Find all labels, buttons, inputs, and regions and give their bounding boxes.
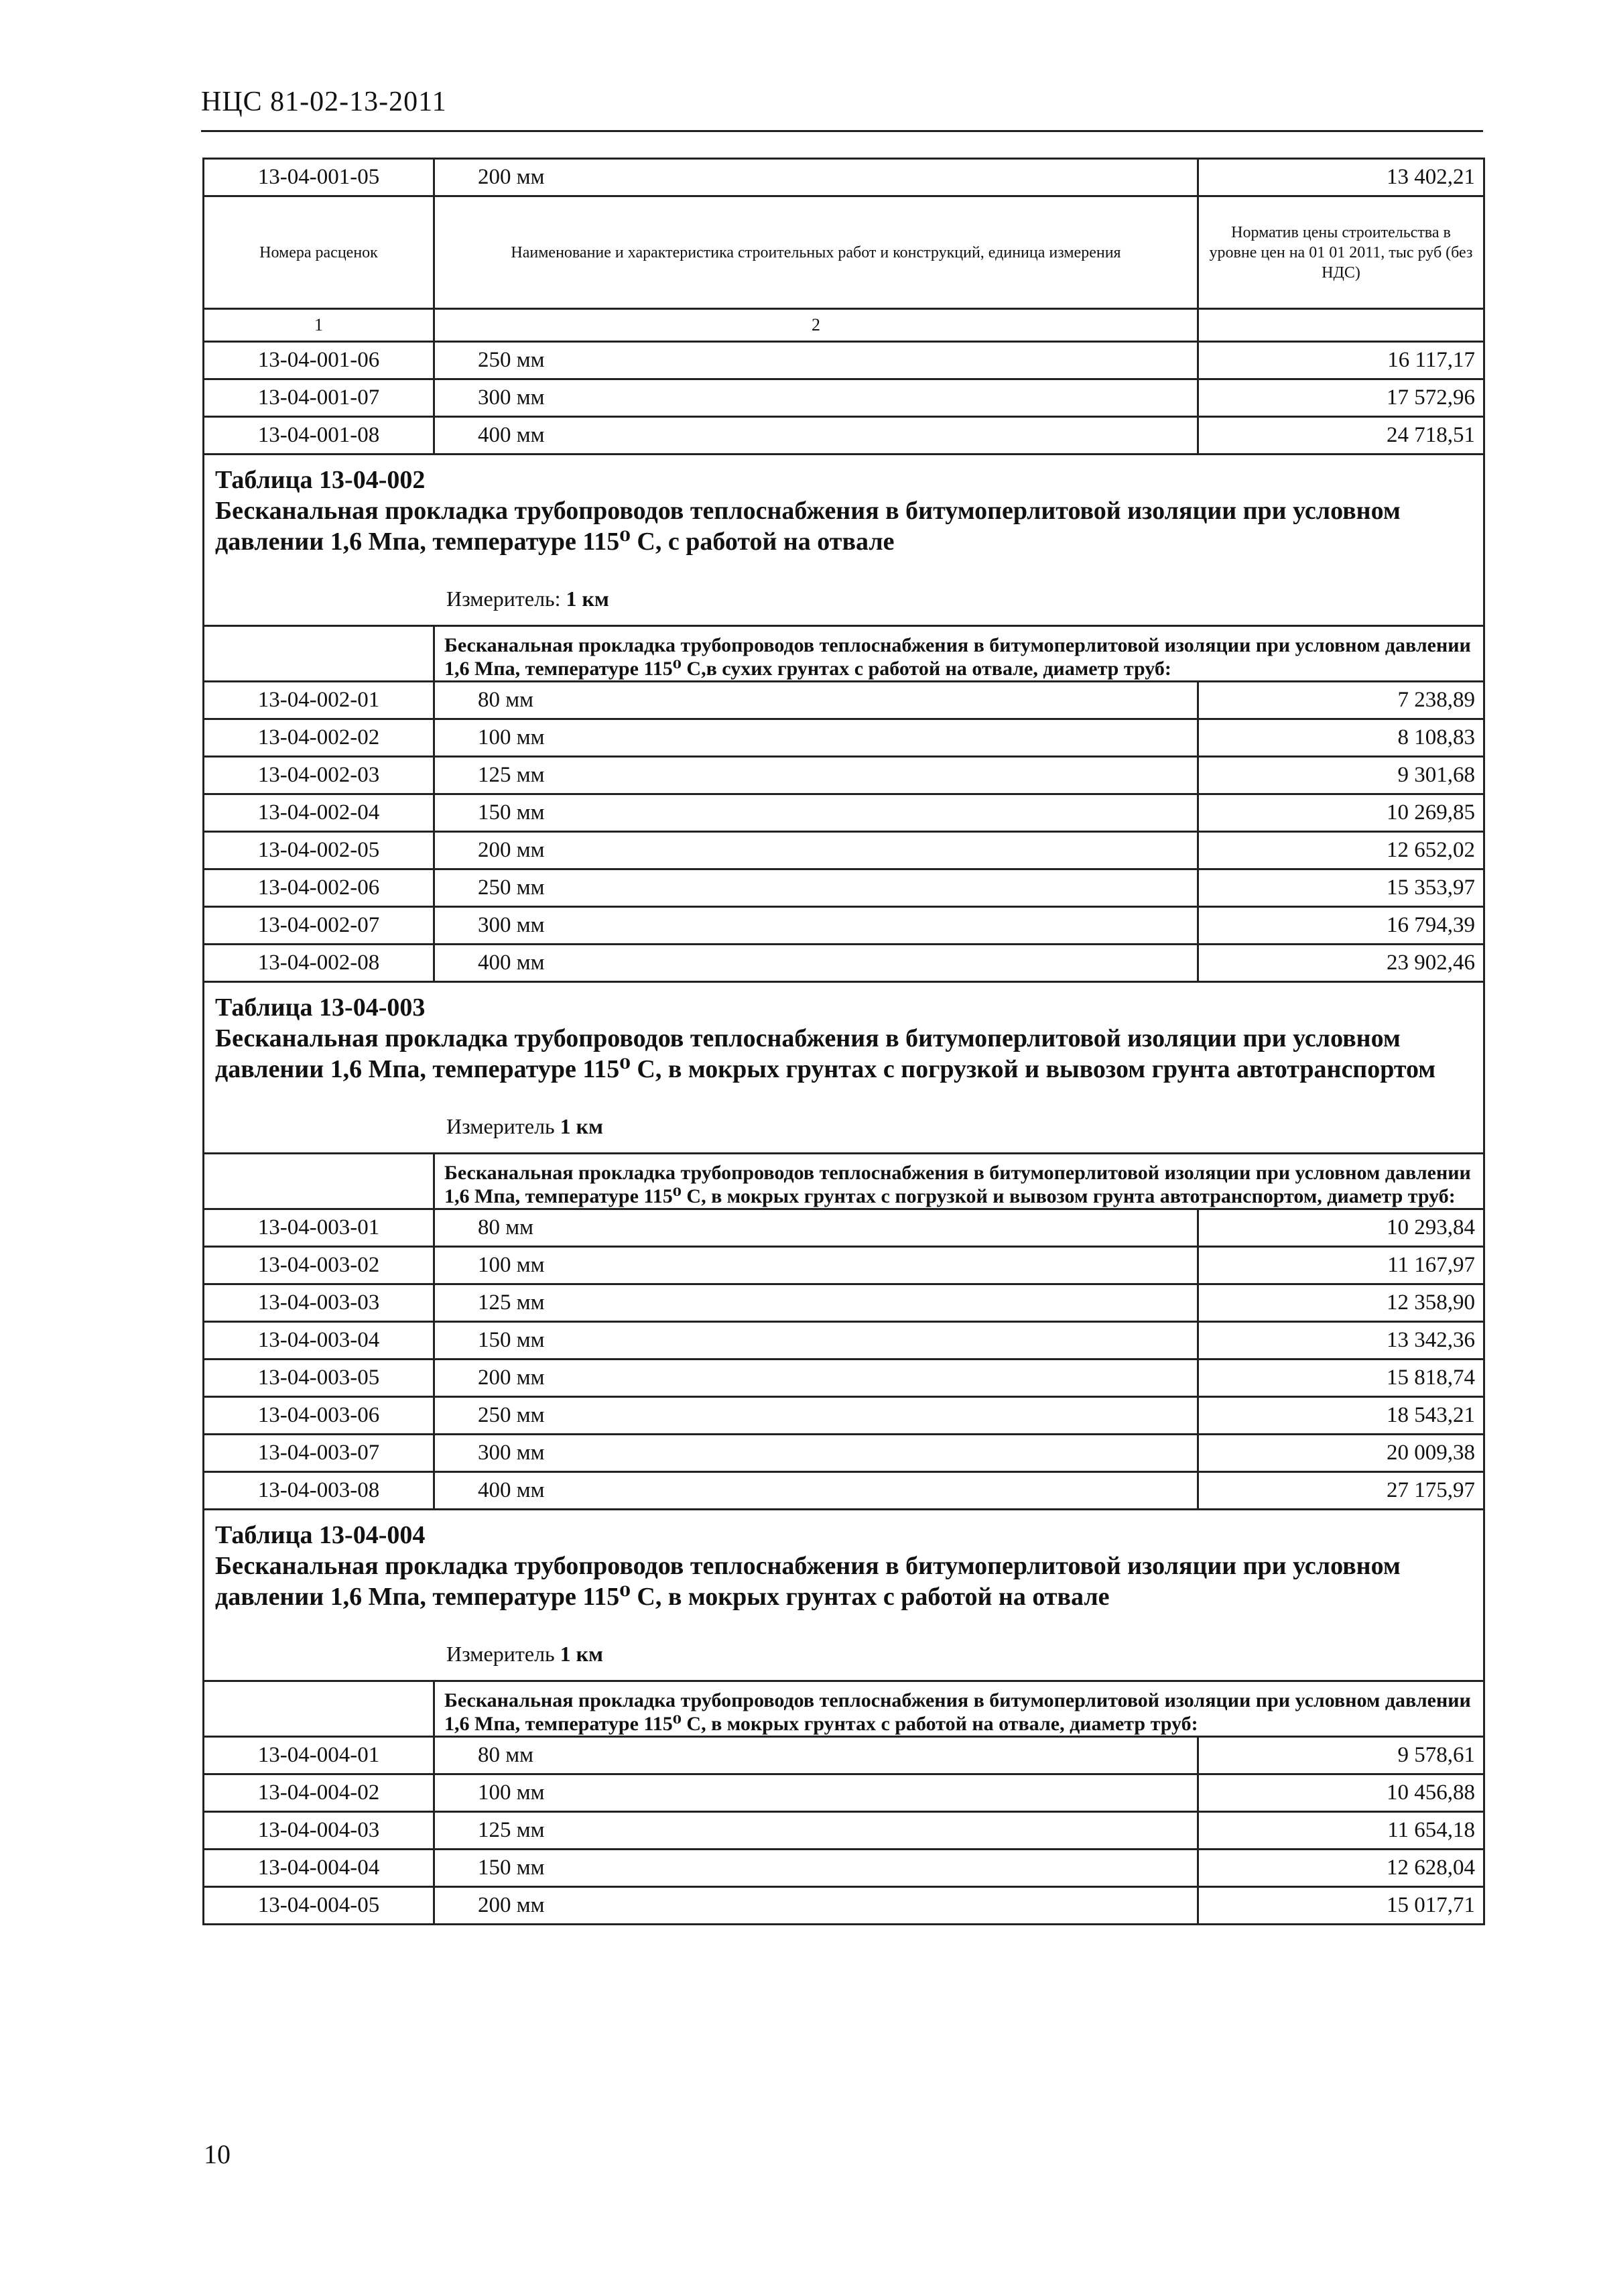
rate-description: 80 мм <box>434 682 1198 719</box>
table-row <box>204 1472 1484 1510</box>
table-row <box>204 1247 1484 1284</box>
unit-label: Измеритель <box>446 1114 555 1138</box>
rate-price: 13 402,21 <box>1198 159 1484 196</box>
table-subheading: Бесканальная прокладка трубопроводов теплоснабжения в битумоперлитовой изоляции при условном давлении 1,6 Мпа, температуре 115⁰ С,в сухих грунтах с работой на отвале, диаметр труб: <box>434 626 1484 682</box>
unit-line <box>446 1642 1471 1667</box>
table-row <box>204 832 1484 869</box>
column-header-price: Норматив цены строительства в уровне цен на 01 01 2011, тыс руб (без НДС) <box>1198 196 1484 309</box>
rate-description: 80 мм <box>434 1209 1198 1247</box>
table-row <box>204 757 1484 794</box>
page-number: 10 <box>204 2139 231 2169</box>
table-row <box>204 1209 1484 1247</box>
table-row <box>204 159 1484 196</box>
rate-description: 100 мм <box>434 1247 1198 1284</box>
rate-description: 400 мм <box>434 1472 1198 1510</box>
rate-code: 13-04-004-03 <box>204 1812 434 1850</box>
rate-price: 18 543,21 <box>1198 1397 1484 1435</box>
rate-code: 13-04-002-05 <box>204 832 434 869</box>
rate-code: 13-04-003-01 <box>204 1209 434 1247</box>
rate-description: 300 мм <box>434 1435 1198 1472</box>
table-row <box>204 1850 1484 1887</box>
rate-code: 13-04-002-03 <box>204 757 434 794</box>
rate-price: 16 117,17 <box>1198 342 1484 379</box>
table-title: Бесканальная прокладка трубопроводов теплоснабжения в битумоперлитовой изоляции при условном давлении 1,6 Мпа, температуре 115⁰ С, в мокрых грунтах с работой на отвале <box>215 1552 1401 1611</box>
column-number-3 <box>1198 309 1484 342</box>
table-title: Бесканальная прокладка трубопроводов теплоснабжения в битумоперлитовой изоляции при условном давлении 1,6 Мпа, температуре 115⁰ С, в мокрых грунтах с погрузкой и вывозом грунта автотранспортом <box>215 1024 1436 1083</box>
table-label: Таблица 13-04-004 <box>215 1521 426 1549</box>
rate-description: 80 мм <box>434 1737 1198 1774</box>
table-row <box>204 682 1484 719</box>
rate-price: 16 794,39 <box>1198 907 1484 945</box>
rate-description: 200 мм <box>434 159 1198 196</box>
rate-code: 13-04-004-04 <box>204 1850 434 1887</box>
table-row <box>204 379 1484 417</box>
rate-code: 13-04-004-02 <box>204 1774 434 1812</box>
rate-description: 125 мм <box>434 1284 1198 1322</box>
rate-code: 13-04-003-08 <box>204 1472 434 1510</box>
table-row <box>204 1435 1484 1472</box>
rate-description: 100 мм <box>434 1774 1198 1812</box>
rate-description: 200 мм <box>434 1360 1198 1397</box>
table-section-header <box>204 982 1484 1154</box>
table-row <box>204 342 1484 379</box>
rate-price: 11 167,97 <box>1198 1247 1484 1284</box>
rate-code: 13-04-003-02 <box>204 1247 434 1284</box>
header-rule <box>201 130 1483 132</box>
table-section-header <box>204 455 1484 626</box>
rate-price: 15 017,71 <box>1198 1887 1484 1925</box>
table-title: Бесканальная прокладка трубопроводов теплоснабжения в битумоперлитовой изоляции при условном давлении 1,6 Мпа, температуре 115⁰ С, с работой на отвале <box>215 497 1401 556</box>
unit-label: Измеритель <box>446 1642 555 1666</box>
rate-description: 250 мм <box>434 869 1198 907</box>
table-row <box>204 1737 1484 1774</box>
rate-price: 10 456,88 <box>1198 1774 1484 1812</box>
rate-price: 27 175,97 <box>1198 1472 1484 1510</box>
unit-line <box>446 587 1471 611</box>
table-subheading-row <box>204 1154 1484 1209</box>
rate-description: 200 мм <box>434 832 1198 869</box>
rate-price: 12 358,90 <box>1198 1284 1484 1322</box>
table-section-header <box>204 1510 1484 1681</box>
rate-description: 150 мм <box>434 794 1198 832</box>
rate-description: 125 мм <box>434 757 1198 794</box>
table-subheading-row <box>204 1681 1484 1737</box>
table-row <box>204 1322 1484 1360</box>
rate-price: 15 818,74 <box>1198 1360 1484 1397</box>
rate-code: 13-04-002-07 <box>204 907 434 945</box>
rate-description: 250 мм <box>434 1397 1198 1435</box>
rate-code: 13-04-002-08 <box>204 945 434 982</box>
rate-price: 23 902,46 <box>1198 945 1484 982</box>
rate-price: 8 108,83 <box>1198 719 1484 757</box>
rate-code: 13-04-003-05 <box>204 1360 434 1397</box>
unit-line <box>446 1114 1471 1139</box>
rate-code: 13-04-003-06 <box>204 1397 434 1435</box>
rate-description: 150 мм <box>434 1850 1198 1887</box>
rate-code: 13-04-003-04 <box>204 1322 434 1360</box>
empty-cell <box>204 1681 434 1737</box>
document-header: НЦС 81-02-13-2011 <box>201 86 447 117</box>
rate-code: 13-04-002-04 <box>204 794 434 832</box>
price-table <box>202 158 1485 1925</box>
empty-cell <box>204 1154 434 1209</box>
rate-code: 13-04-003-07 <box>204 1435 434 1472</box>
rate-code: 13-04-002-06 <box>204 869 434 907</box>
unit-value: 1 км <box>566 587 609 611</box>
rate-code: 13-04-001-07 <box>204 379 434 417</box>
rate-code: 13-04-001-08 <box>204 417 434 455</box>
section-cell <box>204 982 1484 1154</box>
rate-price: 7 238,89 <box>1198 682 1484 719</box>
rate-price: 13 342,36 <box>1198 1322 1484 1360</box>
rate-price: 15 353,97 <box>1198 869 1484 907</box>
rate-description: 300 мм <box>434 379 1198 417</box>
column-number-1: 1 <box>204 309 434 342</box>
rate-price: 12 652,02 <box>1198 832 1484 869</box>
rate-description: 400 мм <box>434 417 1198 455</box>
table-label: Таблица 13-04-002 <box>215 466 426 494</box>
column-header-description: Наименование и характеристика строительных работ и конструкций, единица измерения <box>434 196 1198 309</box>
rate-price: 12 628,04 <box>1198 1850 1484 1887</box>
table-row <box>204 794 1484 832</box>
rate-description: 150 мм <box>434 1322 1198 1360</box>
rate-description: 100 мм <box>434 719 1198 757</box>
unit-label: Измеритель: <box>446 587 561 611</box>
table-row <box>204 945 1484 982</box>
rate-code: 13-04-002-02 <box>204 719 434 757</box>
table-row <box>204 907 1484 945</box>
rate-description: 400 мм <box>434 945 1198 982</box>
rate-price: 20 009,38 <box>1198 1435 1484 1472</box>
column-number-2: 2 <box>434 309 1198 342</box>
rate-code: 13-04-001-06 <box>204 342 434 379</box>
table-row <box>204 1774 1484 1812</box>
rate-price: 17 572,96 <box>1198 379 1484 417</box>
rate-description: 300 мм <box>434 907 1198 945</box>
rate-price: 10 293,84 <box>1198 1209 1484 1247</box>
table-subheading: Бесканальная прокладка трубопроводов теплоснабжения в битумоперлитовой изоляции при условном давлении 1,6 Мпа, температуре 115⁰ С, в мокрых грунтах с работой на отвале, диаметр труб: <box>434 1681 1484 1737</box>
section-cell <box>204 455 1484 626</box>
column-number-row <box>204 309 1484 342</box>
table-row <box>204 869 1484 907</box>
section-cell <box>204 1510 1484 1681</box>
table-row <box>204 1887 1484 1925</box>
table-row <box>204 1360 1484 1397</box>
table-row <box>204 1284 1484 1322</box>
rate-price: 9 301,68 <box>1198 757 1484 794</box>
rate-code: 13-04-001-05 <box>204 159 434 196</box>
table-row <box>204 719 1484 757</box>
table-subheading: Бесканальная прокладка трубопроводов теплоснабжения в битумоперлитовой изоляции при условном давлении 1,6 Мпа, температуре 115⁰ С, в мокрых грунтах с погрузкой и вывозом грунта автотранспортом, диаметр труб: <box>434 1154 1484 1209</box>
table-row <box>204 417 1484 455</box>
rate-price: 9 578,61 <box>1198 1737 1484 1774</box>
rate-description: 250 мм <box>434 342 1198 379</box>
rate-code: 13-04-002-01 <box>204 682 434 719</box>
rate-price: 10 269,85 <box>1198 794 1484 832</box>
rate-code: 13-04-003-03 <box>204 1284 434 1322</box>
rate-price: 24 718,51 <box>1198 417 1484 455</box>
rate-price: 11 654,18 <box>1198 1812 1484 1850</box>
rate-description: 125 мм <box>434 1812 1198 1850</box>
table-label: Таблица 13-04-003 <box>215 993 426 1022</box>
rate-code: 13-04-004-01 <box>204 1737 434 1774</box>
column-header-codes: Номера расценок <box>204 196 434 309</box>
empty-cell <box>204 626 434 682</box>
rate-code: 13-04-004-05 <box>204 1887 434 1925</box>
column-header-row <box>204 196 1484 309</box>
rate-description: 200 мм <box>434 1887 1198 1925</box>
unit-value: 1 км <box>560 1114 603 1138</box>
table-subheading-row <box>204 626 1484 682</box>
table-row <box>204 1812 1484 1850</box>
table-row <box>204 1397 1484 1435</box>
unit-value: 1 км <box>560 1642 603 1666</box>
